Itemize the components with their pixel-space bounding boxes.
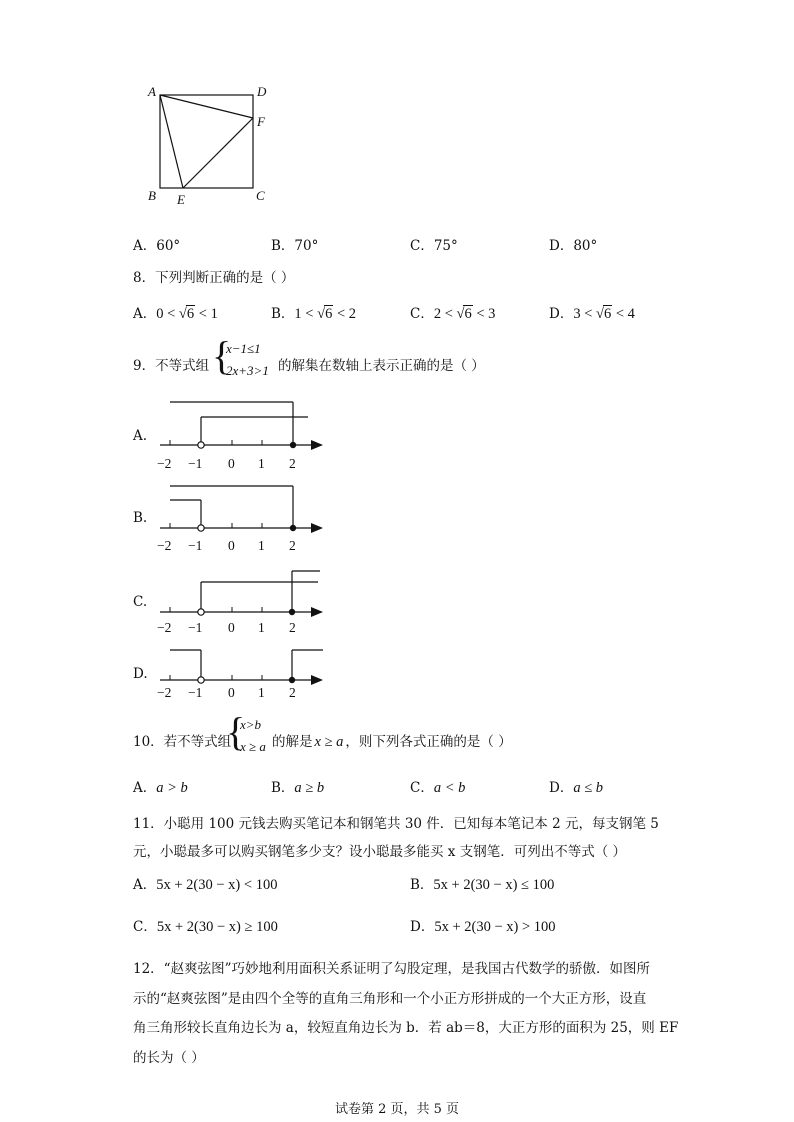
tick-label: −2 bbox=[157, 685, 172, 700]
q10-line1: x>b bbox=[240, 717, 262, 732]
number-line-c[interactable] bbox=[155, 562, 330, 622]
tick-label: −2 bbox=[157, 456, 172, 471]
q11-option-b[interactable]: B．5x + 2(30 − x) ≤ 100 bbox=[410, 877, 555, 893]
tick-label: 1 bbox=[258, 456, 265, 471]
tick-label: 0 bbox=[228, 456, 235, 471]
tick-label: −1 bbox=[188, 538, 203, 553]
q9-option-b-letter[interactable]: B. bbox=[133, 510, 148, 526]
point-label-a: A bbox=[148, 84, 156, 99]
number-line-a[interactable] bbox=[155, 395, 330, 455]
point-label-f: F bbox=[257, 114, 265, 129]
q11-option-d[interactable]: D．5x + 2(30 − x) > 100 bbox=[410, 919, 556, 935]
tick-label: −2 bbox=[157, 620, 172, 635]
q10-option-b[interactable]: B．a ≥ b bbox=[271, 780, 325, 796]
point-label-d: D bbox=[257, 84, 267, 99]
q8-option-c[interactable]: C．2 < √6 < 3 bbox=[410, 306, 496, 322]
q7-option-a[interactable]: A．60° bbox=[133, 238, 181, 254]
q9-prefix: 9．不等式组 bbox=[133, 358, 210, 374]
q10-suffix: 的解是 x ≥ a ，则下列各式正确的是（ ） bbox=[272, 734, 512, 750]
q9-suffix: 的解集在数轴上表示正确的是（ ） bbox=[278, 358, 485, 374]
q12-line3: 角三角形较长直角边长为 a，较短直角边长为 b．若 ab＝8，大正方形的面积为 25，则 EF bbox=[133, 1020, 679, 1036]
q11-option-c[interactable]: C．5x + 2(30 − x) ≥ 100 bbox=[133, 919, 278, 935]
q7-option-b[interactable]: B．70° bbox=[271, 238, 319, 254]
q10-line2: x ≥ a bbox=[240, 739, 266, 754]
q11-option-a[interactable]: A．5x + 2(30 − x) < 100 bbox=[133, 877, 278, 893]
q9-option-a-letter[interactable]: A. bbox=[133, 428, 148, 444]
q8-option-d[interactable]: D．3 < √6 < 4 bbox=[549, 306, 635, 322]
q11-line2: 元，小聪最多可以购买钢笔多少支？设小聪最多能买 x 支钢笔．可列出不等式（ ） bbox=[133, 844, 626, 860]
tick-label: 0 bbox=[228, 538, 235, 553]
q10-option-d[interactable]: D．a ≤ b bbox=[549, 780, 604, 796]
number-line-d[interactable] bbox=[155, 640, 330, 692]
tick-label: 2 bbox=[289, 685, 296, 700]
q12-line4: 的长为（ ） bbox=[133, 1050, 205, 1066]
tick-label: 2 bbox=[289, 538, 296, 553]
q7-option-d[interactable]: D．80° bbox=[549, 238, 598, 254]
q7-option-c[interactable]: C．75° bbox=[410, 238, 458, 254]
tick-label: 1 bbox=[258, 685, 265, 700]
tick-label: 0 bbox=[228, 620, 235, 635]
q9-option-c-letter[interactable]: C. bbox=[133, 594, 148, 610]
q8-stem: 8．下列判断正确的是（ ） bbox=[133, 270, 295, 286]
tick-label: 2 bbox=[289, 620, 296, 635]
tick-label: 2 bbox=[289, 456, 296, 471]
q8-option-a[interactable]: A．0 < √6 < 1 bbox=[133, 306, 218, 322]
q9-option-d-letter[interactable]: D. bbox=[133, 666, 148, 682]
q10-option-c[interactable]: C．a < b bbox=[410, 780, 466, 796]
q10-option-a[interactable]: A．a > b bbox=[133, 780, 188, 796]
tick-label: −1 bbox=[188, 685, 203, 700]
tick-label: 0 bbox=[228, 685, 235, 700]
point-label-b: B bbox=[148, 188, 156, 203]
point-label-c: C bbox=[256, 188, 265, 203]
q11-line1: 11．小聪用 100 元钱去购买笔记本和钢笔共 30 件．已知每本笔记本 2 元，每支钢笔 5 bbox=[133, 816, 659, 832]
q9-line1: x−1≤1 bbox=[226, 341, 261, 356]
number-line-b[interactable] bbox=[155, 478, 330, 538]
tick-label: 1 bbox=[258, 538, 265, 553]
tick-label: −2 bbox=[157, 538, 172, 553]
q9-line2: 2x+3>1 bbox=[226, 363, 269, 378]
page-footer: 试卷第 2 页，共 5 页 bbox=[334, 1102, 460, 1117]
q10-brace: { bbox=[226, 709, 246, 754]
point-label-e: E bbox=[177, 192, 185, 207]
q10-prefix: 10．若不等式组 bbox=[133, 734, 232, 750]
q9-brace: { bbox=[212, 333, 232, 378]
q12-line2: 示的“赵爽弦图”是由四个全等的直角三角形和一个小正方形拼成的一个大正方形，设直 bbox=[133, 991, 647, 1007]
q8-option-b[interactable]: B．1 < √6 < 2 bbox=[271, 306, 356, 322]
tick-label: −1 bbox=[188, 620, 203, 635]
tick-label: 1 bbox=[258, 620, 265, 635]
q12-line1: 12．“赵爽弦图”巧妙地利用面积关系证明了勾股定理，是我国古代数学的骄傲．如图所 bbox=[133, 961, 650, 977]
tick-label: −1 bbox=[188, 456, 203, 471]
